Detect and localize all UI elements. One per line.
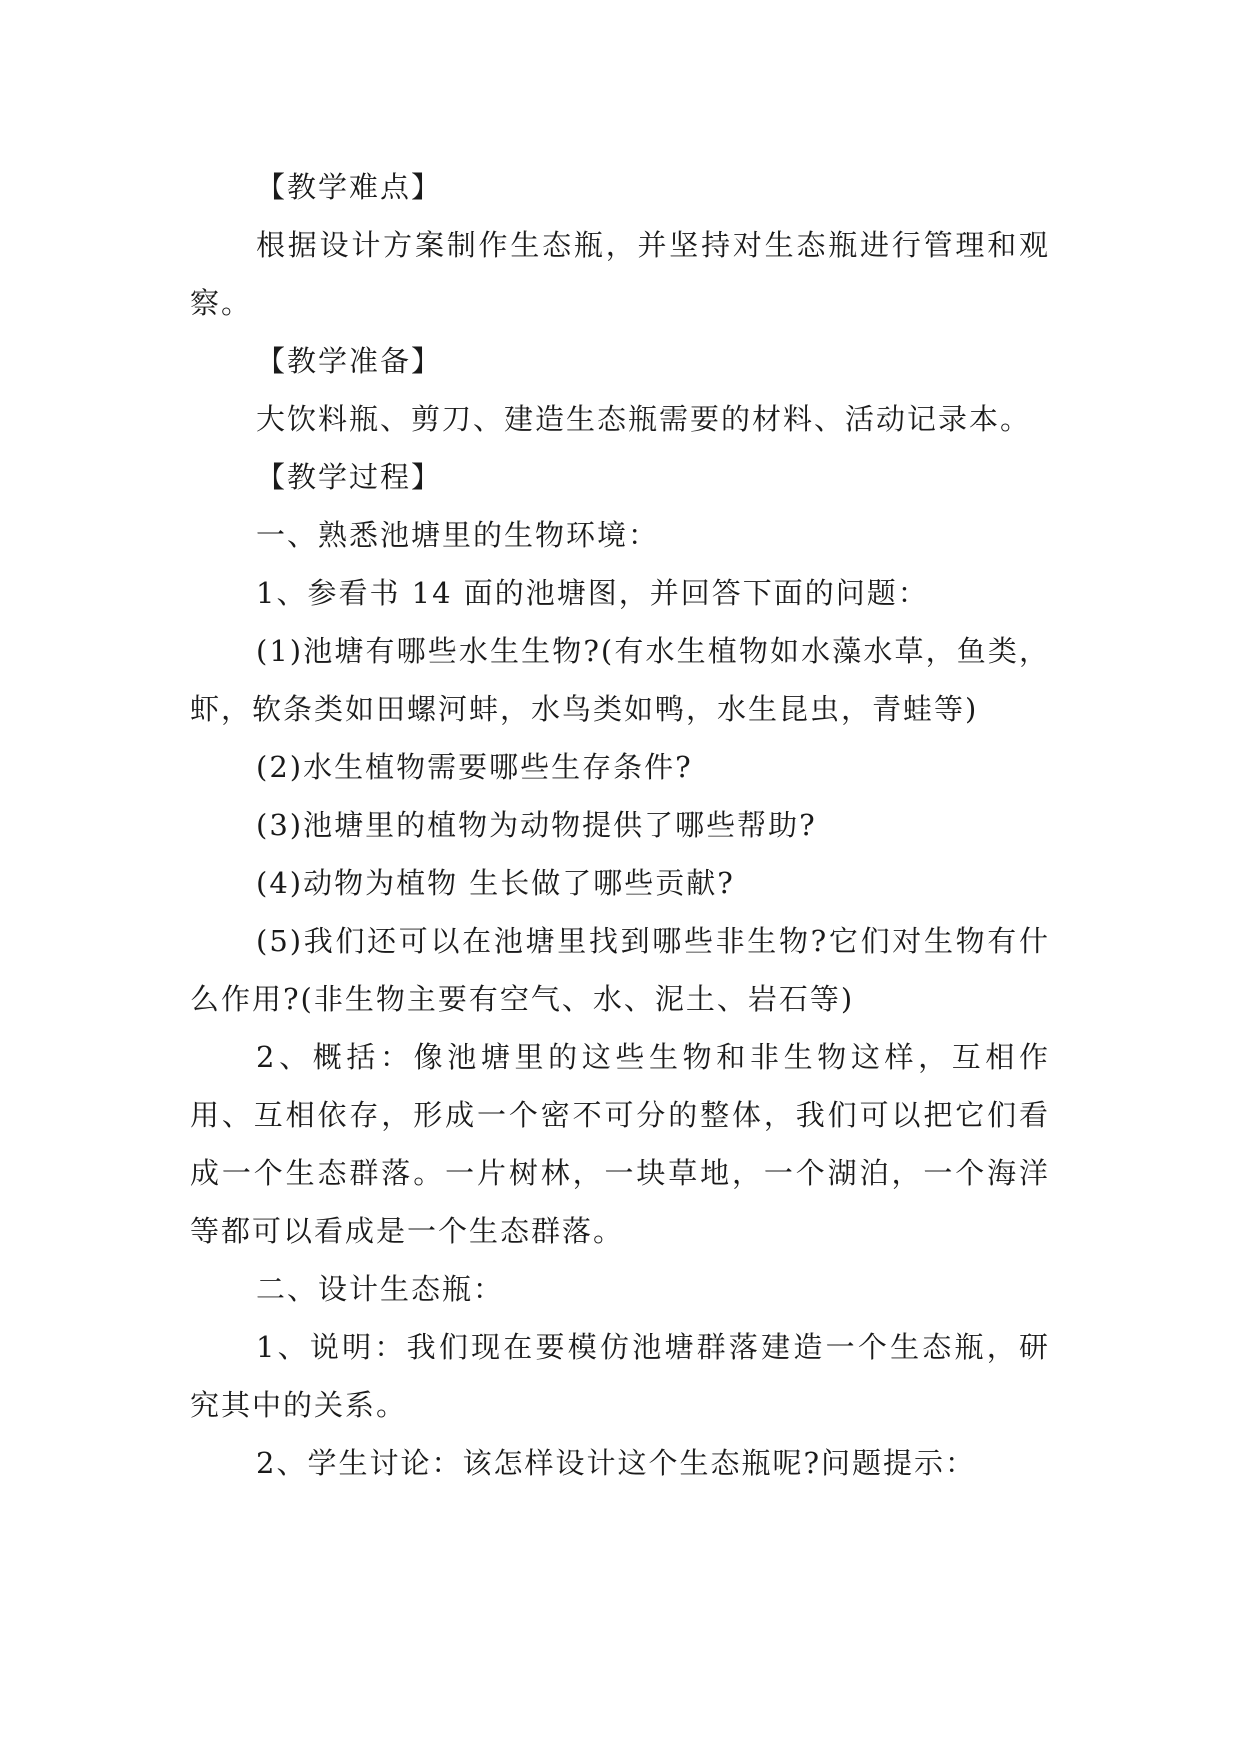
list-item: (2)水生植物需要哪些生存条件? bbox=[256, 750, 693, 784]
list-item: 1、说明：我们现在要模仿池塘群落建造一个生态瓶，研究其中的关系。 bbox=[190, 1330, 1050, 1422]
heading-teaching-process: 【教学过程】 bbox=[256, 460, 443, 494]
list-item: (1)池塘有哪些水生生物?(有水生植物如水藻水草，鱼类，虾，软条类如田螺河蚌，水鸟类如鸭，水生昆虫，青蛙等) bbox=[190, 634, 1050, 726]
document-body bbox=[190, 158, 1050, 1492]
list-item: 2、学生讨论：该怎样设计这个生态瓶呢?问题提示： bbox=[256, 1446, 976, 1480]
list-item: (3)池塘里的植物为动物提供了哪些帮助? bbox=[256, 808, 817, 842]
paragraph-preparation-text: 大饮料瓶、剪刀、建造生态瓶需要的材料、活动记录本。 bbox=[256, 402, 1032, 436]
section-one-title: 一、熟悉池塘里的生物环境： bbox=[256, 518, 660, 552]
list-item: (4)动物为植物 生长做了哪些贡献? bbox=[256, 866, 735, 900]
list-item: 2、概括：像池塘里的这些生物和非生物这样，互相作用、互相依存，形成一个密不可分的整体，我们可以把它们看成一个生态群落。一片树林，一块草地，一个湖泊，一个海洋等都可以看成是一个生态群落。 bbox=[190, 1040, 1050, 1248]
heading-teaching-difficulty: 【教学难点】 bbox=[256, 170, 443, 204]
list-item: (5)我们还可以在池塘里找到哪些非生物?它们对生物有什么作用?(非生物主要有空气、水、泥土、岩石等) bbox=[190, 924, 1050, 1016]
paragraph-difficulty-text: 根据设计方案制作生态瓶，并坚持对生态瓶进行管理和观察。 bbox=[190, 228, 1050, 320]
heading-teaching-preparation: 【教学准备】 bbox=[256, 344, 443, 378]
list-item: 1、参看书 14 面的池塘图，并回答下面的问题： bbox=[256, 576, 929, 610]
section-two-title: 二、设计生态瓶： bbox=[256, 1272, 505, 1306]
